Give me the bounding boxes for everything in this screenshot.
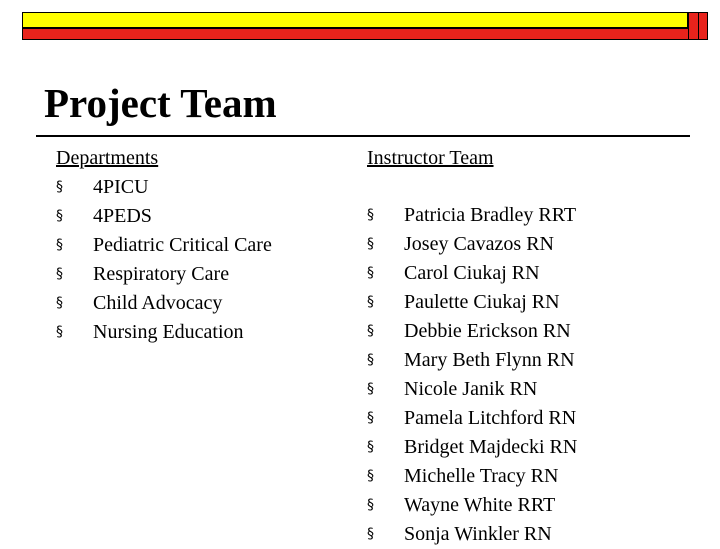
bullet-icon: §	[56, 208, 63, 224]
bullet-icon: §	[367, 207, 374, 223]
list-item: § 4PEDS	[56, 202, 272, 231]
list-item: § Pamela Litchford RN	[367, 404, 577, 433]
list-item: § Patricia Bradley RRT	[367, 201, 577, 230]
bullet-icon: §	[367, 265, 374, 281]
bullet-icon: §	[367, 497, 374, 513]
list-item: § Pediatric Critical Care	[56, 231, 272, 260]
bullet-icon: §	[367, 410, 374, 426]
header-decoration-bar	[22, 12, 708, 40]
bullet-icon: §	[367, 468, 374, 484]
title-underline-rule	[36, 135, 690, 137]
departments-list	[56, 173, 272, 347]
list-item: § Carol Ciukaj RN	[367, 259, 577, 288]
bullet-icon: §	[367, 294, 374, 310]
list-item: § Nicole Janik RN	[367, 375, 577, 404]
bullet-icon: §	[56, 295, 63, 311]
bullet-icon: §	[56, 237, 63, 253]
bullet-icon: §	[367, 381, 374, 397]
list-item: § Josey Cavazos RN	[367, 230, 577, 259]
red-bar	[22, 28, 708, 40]
bullet-icon: §	[367, 352, 374, 368]
bullet-icon: §	[367, 323, 374, 339]
bullet-icon: §	[56, 266, 63, 282]
list-item: § Bridget Majdecki RN	[367, 433, 577, 462]
list-item: § Mary Beth Flynn RN	[367, 346, 577, 375]
list-item: § 4PICU	[56, 173, 272, 202]
list-item: § Child Advocacy	[56, 289, 272, 318]
instructor-team-heading: Instructor Team	[367, 147, 494, 169]
bullet-icon: §	[56, 179, 63, 195]
list-item: § Paulette Ciukaj RN	[367, 288, 577, 317]
bullet-icon: §	[367, 439, 374, 455]
list-item: § Nursing Education	[56, 318, 272, 347]
bullet-icon: §	[367, 526, 374, 542]
yellow-bar	[22, 12, 688, 28]
list-item: § Debbie Erickson RN	[367, 317, 577, 346]
list-item: § Sonja Winkler RN	[367, 520, 577, 549]
bullet-icon: §	[56, 324, 63, 340]
departments-column	[56, 144, 272, 347]
instructor-team-column	[367, 144, 577, 549]
list-item: § Wayne White RRT	[367, 491, 577, 520]
list-item: § Michelle Tracy RN	[367, 462, 577, 491]
departments-heading: Departments	[56, 147, 159, 169]
bullet-icon: §	[367, 236, 374, 252]
slide-title: Project Team	[44, 80, 277, 126]
corner-divider	[698, 12, 699, 40]
instructor-team-list	[367, 201, 577, 549]
list-item: § Respiratory Care	[56, 260, 272, 289]
